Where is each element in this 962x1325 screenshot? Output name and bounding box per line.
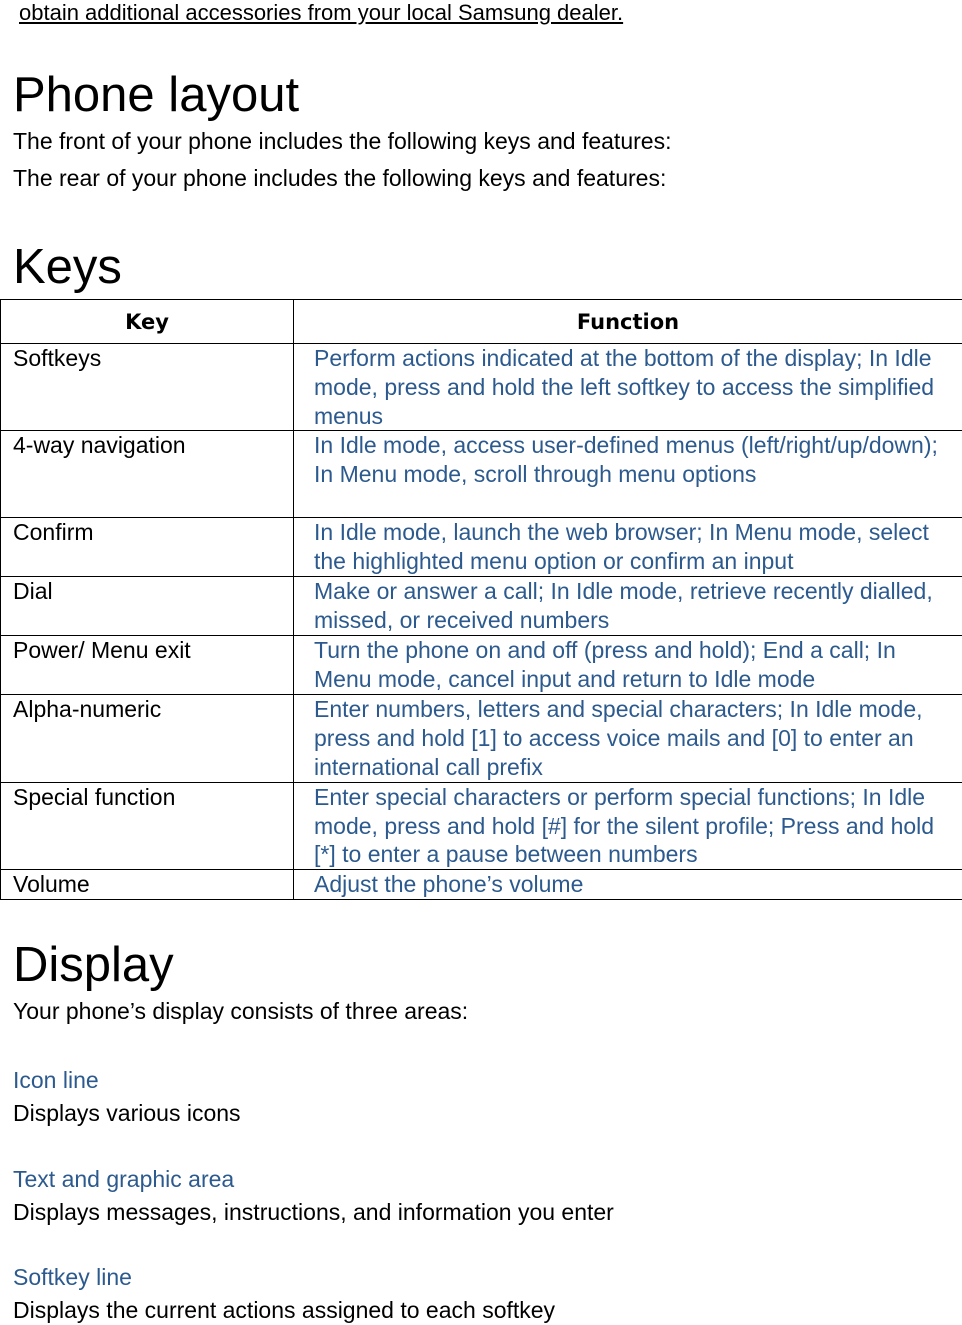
softkey-line-heading: Softkey line <box>13 1264 132 1290</box>
phone-layout-title: Phone layout <box>13 68 300 122</box>
header-function: Function <box>294 300 962 344</box>
header-key: Key <box>1 300 294 344</box>
function-cell: In Idle mode, launch the web browser; In Menu mode, select the highlighted menu option or confirm an input <box>294 518 962 577</box>
rear-keys-text: The rear of your phone includes the following keys and features: <box>13 165 667 191</box>
text-graphic-area-heading: Text and graphic area <box>13 1166 235 1192</box>
display-intro: Your phone’s display consists of three areas: <box>13 998 469 1024</box>
key-cell: Dial <box>1 577 294 636</box>
text-graphic-area-description: Displays messages, instructions, and information you enter <box>13 1199 614 1225</box>
table-row <box>1 518 962 577</box>
table-row <box>1 782 962 869</box>
function-cell: Adjust the phone’s volume <box>294 870 962 900</box>
keys-table <box>0 299 962 900</box>
key-cell: 4-way navigation <box>1 431 294 518</box>
key-cell: Alpha-numeric <box>1 695 294 782</box>
key-cell: Confirm <box>1 518 294 577</box>
front-keys-text: The front of your phone includes the following keys and features: <box>13 128 672 154</box>
key-cell: Power/ Menu exit <box>1 636 294 695</box>
function-cell: Perform actions indicated at the bottom of the display; In Idle mode, press and hold the left softkey to access the simplified menus <box>294 344 962 431</box>
function-cell: In Idle mode, access user-defined menus (left/right/up/down); In Menu mode, scroll through menu options <box>294 431 962 518</box>
function-cell: Enter numbers, letters and special characters; In Idle mode, press and hold [1] to access voice mails and [0] to enter an international call prefix <box>294 695 962 782</box>
function-cell: Enter special characters or perform special functions; In Idle mode, press and hold [#] for the silent profile; Press and hold [*] to enter a pause between numbers <box>294 782 962 869</box>
key-cell: Softkeys <box>1 344 294 431</box>
keys-table-header <box>1 300 962 344</box>
table-row <box>1 577 962 636</box>
function-cell: Make or answer a call; In Idle mode, retrieve recently dialled, missed, or received numbers <box>294 577 962 636</box>
softkey-line-description: Displays the current actions assigned to each softkey <box>13 1297 556 1323</box>
table-row <box>1 636 962 695</box>
display-title: Display <box>13 938 174 992</box>
table-row <box>1 431 962 518</box>
accessories-note: obtain additional accessories from your local Samsung dealer. <box>19 0 624 25</box>
keys-title: Keys <box>13 240 122 294</box>
table-row <box>1 344 962 431</box>
key-cell: Special function <box>1 782 294 869</box>
function-cell: Turn the phone on and off (press and hold); End a call; In Menu mode, cancel input and return to Idle mode <box>294 636 962 695</box>
key-cell: Volume <box>1 870 294 900</box>
icon-line-description: Displays various icons <box>13 1100 241 1126</box>
table-row <box>1 695 962 782</box>
table-row <box>1 870 962 900</box>
icon-line-heading: Icon line <box>13 1067 99 1093</box>
